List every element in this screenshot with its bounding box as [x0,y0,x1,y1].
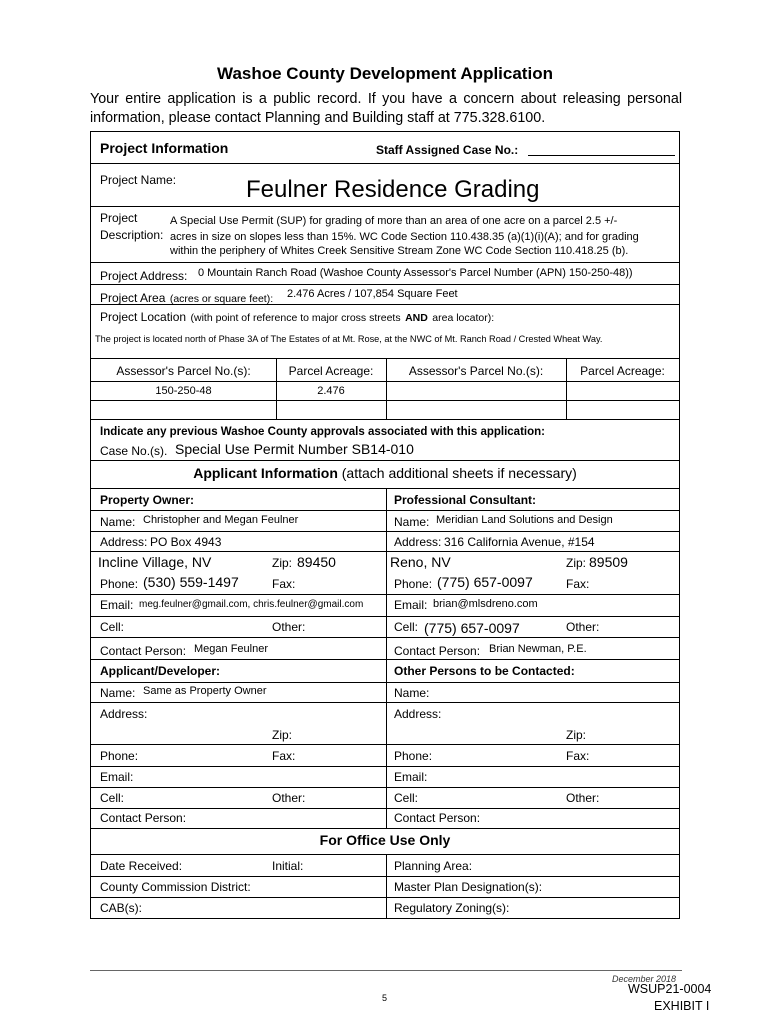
divider [91,419,679,420]
consultant-name-field[interactable]: Meridian Land Solutions and Design [436,514,613,526]
project-location-field[interactable]: The project is located north of Phase 3A of The Estates of at Mt. Rose, at the NWC of Mt. Ranch Road / Crested Wheat Way. [95,334,603,344]
staff-case-label: Staff Assigned Case No.: [376,143,519,157]
divider [91,531,679,532]
consultant-contact-field[interactable]: Brian Newman, P.E. [489,643,587,655]
owner-contact-field[interactable]: Megan Feulner [194,643,268,655]
parcel-header-apn-1: Assessor's Parcel No.(s): [116,364,251,378]
other-address-label: Address: [394,707,442,721]
project-section-label: Project Information [100,140,229,156]
other-zip-label: Zip: [566,728,587,742]
divider [91,682,679,683]
office-section-label: For Office Use Only [319,832,451,848]
project-area-sub: (acres or square feet): [169,293,274,305]
project-location-and: AND [405,312,428,324]
other-persons-label: Other Persons to be Contacted: [394,664,575,678]
project-address-field[interactable]: 0 Mountain Ranch Road (Washoe County Assessor's Parcel Number (APN) 150-250-48)) [198,267,633,279]
description-label-line-2: Description: [100,228,164,242]
consultant-zip-field[interactable]: 89509 [589,554,628,570]
cab-label: CAB(s): [100,901,142,915]
divider [91,510,679,511]
page-title: Washoe County Development Application [217,64,553,83]
developer-phone-label: Phone: [100,749,139,763]
project-location-label-text: Project Location [100,310,187,324]
consultant-zip-label: Zip: [566,556,587,570]
consultant-city-field[interactable]: Reno, NV [390,554,451,570]
parcel-apn-1[interactable]: 150-250-48 [155,385,212,397]
divider [91,828,679,829]
description-line-3[interactable]: within the periphery of Whites Creek Sensitive Stream Zone WC Code Section 110.418.25 (b). [170,245,629,257]
other-other-label: Other: [566,791,600,805]
divider [91,897,679,898]
planning-area-label: Planning Area: [394,859,473,873]
consultant-phone-label: Phone: [394,577,433,591]
divider [91,460,679,461]
developer-zip-label: Zip: [272,728,293,742]
owner-fax-label: Fax: [272,577,296,591]
divider [91,304,679,305]
divider [91,787,679,788]
column-divider [276,358,277,419]
description-line-2[interactable]: acres in size on slopes less than 15%. WC Code Section 110.438.35 (a)(1)(i)(A); and for grading [170,231,639,243]
intro-text: Your entire application is a public record. If you have a concern about releasing personal information, please contact Planning and Building staff at 775.328.6100. [90,91,682,126]
page-number: 5 [382,993,388,1003]
owner-other-label: Other: [272,620,306,634]
owner-email-field[interactable]: meg.feulner@gmail.com, chris.feulner@gmail.com [139,599,364,610]
project-address-label: Project Address: [100,269,188,283]
owner-zip-label: Zip: [272,556,293,570]
divider [91,808,679,809]
case-number-stamp: WSUP21-0004 [628,982,712,996]
column-divider [386,488,387,828]
consultant-name-label: Name: [394,515,430,529]
applicant-section-header [91,465,679,481]
consultant-cell-field[interactable]: (775) 657-0097 [424,620,520,636]
project-location-sub-1: (with point of reference to major cross streets [190,312,401,324]
parcel-header-apn-2: Assessor's Parcel No.(s): [408,364,544,378]
divider [91,400,679,401]
professional-consultant-label: Professional Consultant: [394,493,537,507]
divider [91,744,679,745]
consultant-email-label: Email: [394,598,428,612]
applicant-section-sub: (attach additional sheets if necessary) [341,465,577,481]
parcel-header-acreage-1: Parcel Acreage: [288,364,374,378]
applicant-section-label: Applicant Information [193,465,338,481]
owner-contact-label: Contact Person: [100,644,187,658]
property-owner-label: Property Owner: [100,493,195,507]
project-area-field[interactable]: 2.476 Acres / 107,854 Square Feet [287,288,458,300]
developer-fax-label: Fax: [272,749,296,763]
divider [91,381,679,382]
owner-name-label: Name: [100,515,136,529]
project-name-field[interactable]: Feulner Residence Grading [246,176,540,203]
consultant-fax-label: Fax: [566,577,590,591]
project-location-label [100,308,494,326]
consultant-phone-field[interactable]: (775) 657-0097 [437,574,533,590]
commission-district-label: County Commission District: [100,880,251,894]
owner-address-label: Address: [100,535,148,549]
consultant-other-label: Other: [566,620,600,634]
prior-approvals-label: Indicate any previous Washoe County approvals associated with this application: [100,426,545,438]
footer-rule [90,970,682,971]
owner-address-field[interactable]: PO Box 4943 [150,535,222,549]
divider [91,702,679,703]
other-fax-label: Fax: [566,749,590,763]
divider [91,163,679,164]
owner-email-label: Email: [100,598,134,612]
divider [91,854,679,855]
divider [91,594,679,595]
owner-name-field[interactable]: Christopher and Megan Feulner [143,514,299,526]
developer-name-field[interactable]: Same as Property Owner [143,685,267,697]
other-cell-label: Cell: [394,791,419,805]
divider [91,876,679,877]
column-divider [386,358,387,419]
owner-zip-field[interactable]: 89450 [297,554,336,570]
developer-other-label: Other: [272,791,306,805]
other-contact-label: Contact Person: [394,811,481,825]
consultant-address-label: Address: [394,535,442,549]
divider [91,551,679,552]
footer-date: December 2018 [612,974,677,984]
divider [91,358,679,359]
initial-label: Initial: [272,859,304,873]
project-name-label: Project Name: [100,173,177,187]
column-divider [566,358,567,419]
divider [91,206,679,207]
other-phone-label: Phone: [394,749,433,763]
developer-contact-label: Contact Person: [100,811,187,825]
master-plan-label: Master Plan Designation(s): [394,880,543,894]
consultant-contact-label: Contact Person: [394,644,481,658]
application-form [90,131,680,919]
staff-case-field[interactable] [528,155,675,156]
other-email-label: Email: [394,770,428,784]
date-received-label: Date Received: [100,859,183,873]
divider [91,616,679,617]
divider [91,766,679,767]
consultant-email-field[interactable]: brian@mlsdreno.com [433,598,538,610]
project-location-sub-2: area locator): [432,312,495,324]
owner-cell-label: Cell: [100,620,125,634]
project-area-label-text: Project Area [100,291,166,305]
case-no-field[interactable]: Special Use Permit Number SB14-010 [175,441,414,457]
applicant-developer-label: Applicant/Developer: [100,664,221,678]
developer-cell-label: Cell: [100,791,125,805]
case-no-label: Case No.(s). [100,444,168,458]
zoning-label: Regulatory Zoning(s): [394,901,510,915]
owner-city-field[interactable]: Incline Village, NV [98,554,212,570]
divider [91,262,679,263]
divider [91,637,679,638]
parcel-header-acreage-2: Parcel Acreage: [580,364,665,378]
consultant-address-field[interactable]: 316 California Avenue, #154 [444,535,595,549]
parcel-acreage-1[interactable]: 2.476 [317,385,345,397]
divider [91,488,679,489]
column-divider [386,854,387,918]
developer-address-label: Address: [100,707,148,721]
divider [91,659,679,660]
consultant-cell-label: Cell: [394,620,419,634]
exhibit-label: EXHIBIT I [654,999,710,1013]
owner-phone-label: Phone: [100,577,139,591]
description-line-1[interactable]: A Special Use Permit (SUP) for grading of more than an area of one acre on a parcel 2.5 +/- [170,215,618,227]
description-label-line-1: Project [100,211,138,225]
developer-email-label: Email: [100,770,134,784]
divider [91,284,679,285]
other-name-label: Name: [394,686,430,700]
developer-name-label: Name: [100,686,136,700]
owner-phone-field[interactable]: (530) 559-1497 [143,574,239,590]
